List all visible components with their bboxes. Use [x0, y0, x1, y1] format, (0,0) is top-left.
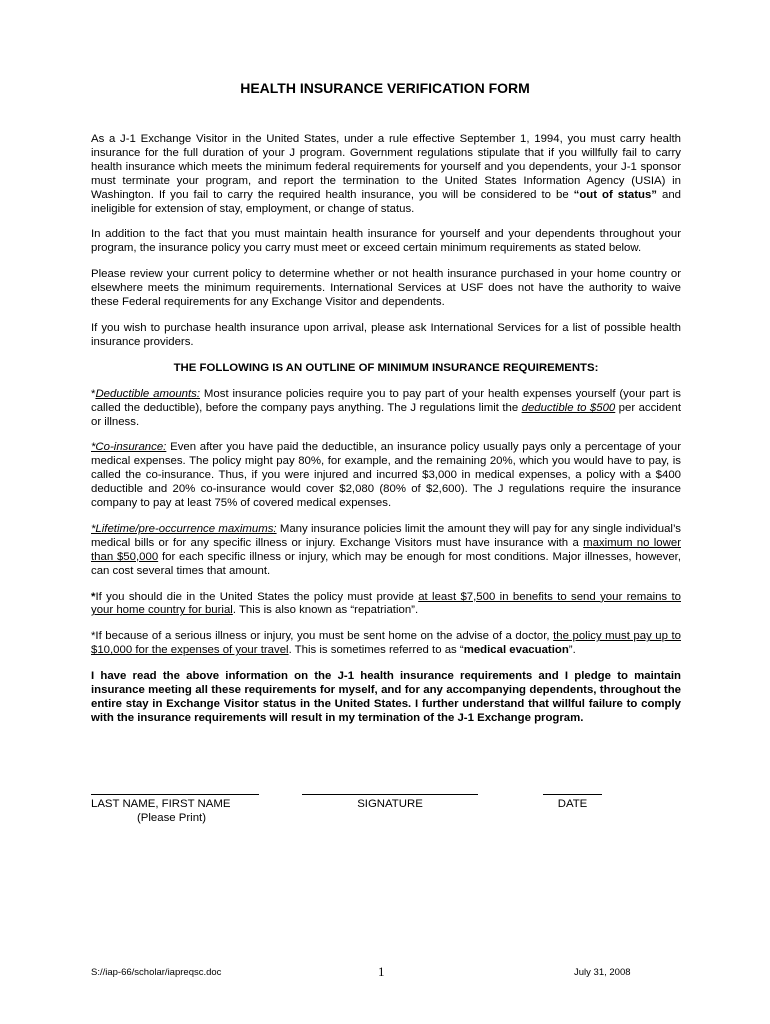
lifetime-paragraph — [91, 523, 681, 579]
lifetime-text: Many insurance policies limit the amount they will pay for any single individual’s medical bills or for any specific illness or injury. Exchange Visitors must have insurance with a — [91, 522, 681, 549]
form-body — [91, 133, 681, 738]
signature-label: SIGNATURE — [357, 798, 423, 810]
coinsurance-label: *Co-insurance: — [91, 441, 167, 454]
medical-evacuation-text: medical evacuation — [463, 644, 569, 657]
deductible-limit: deductible to $500 — [521, 401, 616, 414]
lifetime-limit: maximum no lower than $50,000 — [91, 536, 681, 563]
pledge-paragraph: I have read the above information on the J-1 health insurance requirements and I pledge to maintain insurance meeting all these requirements for myself, and for any accompanying dependents, throughout the entire stay in Exchange Visitor status in the United States. I further understand that willful failure to comply with the insurance requirements will result in my termination of the J-1 Exchange program. — [91, 670, 681, 724]
name-label-block — [91, 797, 261, 825]
name-signature-line[interactable] — [91, 794, 259, 795]
deductible-text-end: per accident or illness. — [91, 401, 681, 428]
deductible-star: * — [91, 387, 96, 400]
coinsurance-paragraph — [91, 441, 681, 511]
purchase-paragraph: If you wish to purchase health insurance upon arrival, please ask International Services for a list of possible health insurance providers. — [91, 321, 681, 348]
review-paragraph: Please review your current policy to determine whether or not health insurance purchased in your home country or elsewhere meets the minimum requirements. International Services at USF does not have the authority to waive these Federal requirements for any Exchange Visitor and dependents. — [91, 268, 681, 309]
evacuation-limit: the policy must pay up to $10,000 for the expenses of your travel — [91, 630, 682, 657]
footer-date: July 31, 2008 — [574, 967, 631, 978]
repatriation-paragraph — [91, 591, 681, 619]
intro-text-end: and ineligible for extension of stay, employment, or change of status. — [91, 188, 682, 215]
repatriation-text-end: . This is also known as “repatriation”. — [232, 604, 419, 617]
intro-paragraph — [91, 133, 681, 216]
repatriation-text: If you should die in the United States the policy must provide — [95, 590, 419, 603]
repatriation-star: * — [91, 590, 96, 603]
evacuation-paragraph — [91, 630, 681, 658]
deductible-label: Deductible amounts: — [95, 387, 201, 400]
repatriation-limit: at least $7,500 in benefits to send your remains to your home country for burial — [91, 590, 681, 617]
page-number: 1 — [378, 964, 385, 979]
evacuation-text: *If because of a serious illness or injury, you must be sent home on the advise of a doctor, — [91, 630, 554, 643]
out-of-status-text: “out of status” — [573, 188, 658, 201]
coinsurance-text: Even after you have paid the deductible, an insurance policy usually pays only a percentage of your medical expenses. The policy might pay 80%, for example, and the remaining 20%, which you would have to pay, is called the co-insurance. Thus, if you were injured and incurred $3,000 in medical expenses, a policy with a $400 deductible and 20% co-insurance would cover $2,080 (80% of $2,600). The J regulations require the insurance company to pay at least 75% of covered medical expenses. — [91, 441, 681, 510]
lifetime-label: *Lifetime/pre-occurrence maximums: — [91, 522, 277, 535]
evacuation-text-mid: . This is sometimes referred to as “ — [288, 644, 464, 657]
outline-heading: THE FOLLOWING IS AN OUTLINE OF MINIMUM INSURANCE REQUIREMENTS: — [173, 361, 599, 374]
evacuation-text-end: ”. — [568, 644, 576, 657]
date-signature-line[interactable] — [543, 794, 602, 795]
name-label: LAST NAME, FIRST NAME — [91, 798, 231, 810]
deductible-paragraph — [91, 388, 681, 430]
footer-file-path: S://iap-66/scholar/iapreqsc.doc — [91, 967, 222, 978]
date-label: DATE — [557, 798, 588, 810]
deductible-text: Most insurance policies require you to pay part of your health expenses yourself (your part is called the deductible), before the company pays anything. The J regulations limit the — [91, 387, 682, 414]
intro-text: As a J-1 Exchange Visitor in the United States, under a rule effective September 1, 1994, you must carry health insurance for the full duration of your J program. Government regulations stipulate that if you willfully fail to carry health insurance which meets the minimum federal requirements for yourself and you dependents, your J-1 sponsor must terminate your program, and report the termination to the United States Information Agency (USIA) in Washington. If you fail to carry the required health insurance, you will be considered to be — [91, 133, 681, 201]
name-sublabel: (Please Print) — [137, 812, 207, 824]
lifetime-text-end: for each specific illness or injury, which may be enough for most conditions. Major illnesses, however, can cost several times that amount. — [91, 550, 681, 577]
form-title: HEALTH INSURANCE VERIFICATION FORM — [240, 80, 530, 96]
requirements-paragraph: In addition to the fact that you must maintain health insurance for yourself and your dependents throughout your program, the insurance policy you carry must meet or exceed certain minimum requirements as stated below. — [91, 228, 681, 255]
signature-line[interactable] — [302, 794, 478, 795]
